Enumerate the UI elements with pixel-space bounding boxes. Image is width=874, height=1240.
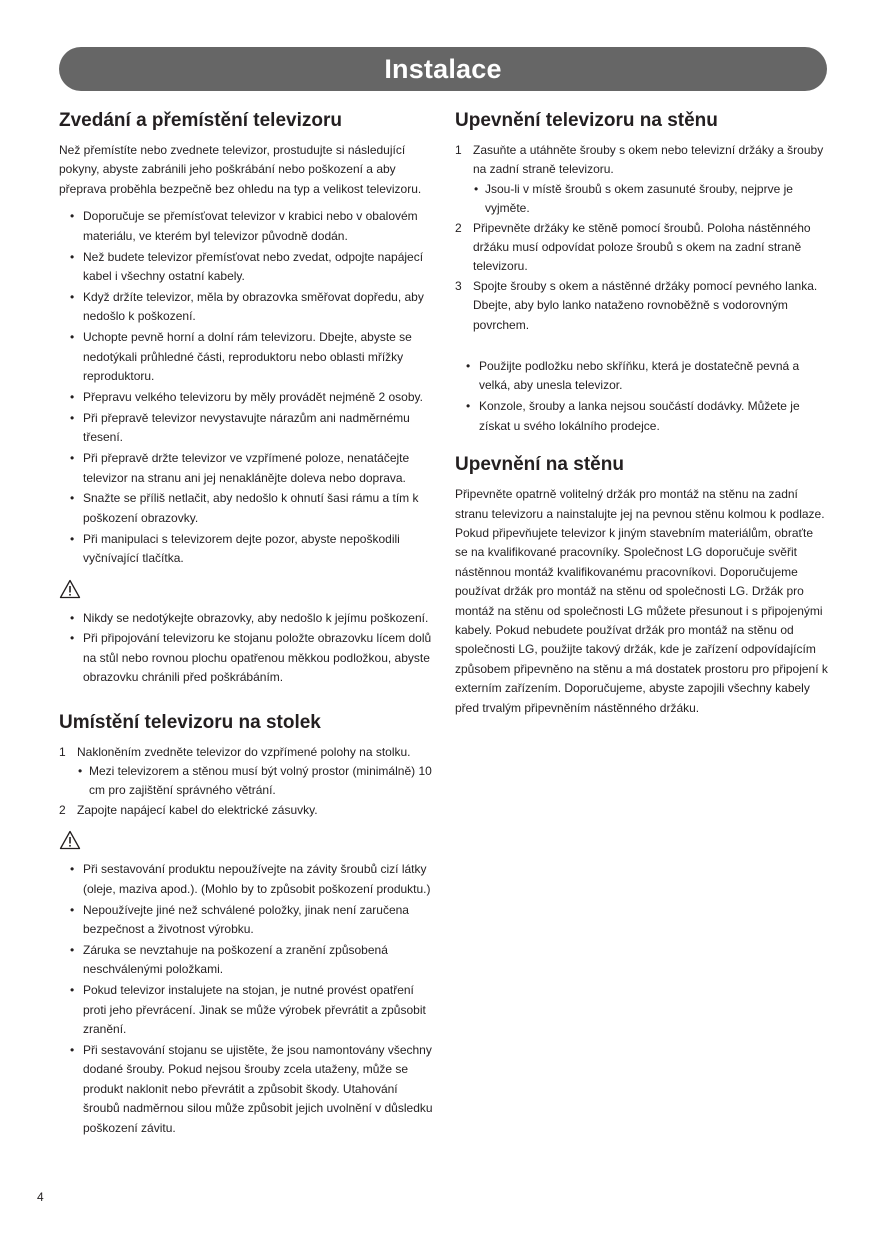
lifting-list bbox=[59, 207, 434, 568]
step-text: Zasuňte a utáhněte šrouby s okem nebo televizní držáky a šrouby na zadní straně televizoru. bbox=[473, 143, 824, 177]
stand-caution-list bbox=[59, 860, 434, 1138]
list-item: • Při sestavování stojanu se ujistěte, že jsou namontovány všechny dodané šrouby. Pokud nejsou šrouby zcela utaženy, může se produkt naklonit nebo převrátit a způsobit škody. Utahování šroubů nadměrnou silou může způsobit jejich uvolnění v důsledku poškození závitu. bbox=[59, 1041, 434, 1138]
list-item: • Při přepravě držte televizor ve vzpřímené poloze, nenatáčejte televizor na stranu ani jej nenaklánějte doleva nebo doprava. bbox=[59, 449, 434, 488]
list-item: • Snažte se příliš netlačit, aby nedošlo k ohnutí šasi rámu a tím k poškození obrazovky. bbox=[59, 489, 434, 528]
lifting-heading: Zvedání a přemístění televizoru bbox=[59, 110, 342, 131]
lifting-section bbox=[59, 108, 434, 688]
step-item bbox=[455, 141, 828, 219]
wall-fix-heading: Upevnění televizoru na stěnu bbox=[455, 110, 718, 131]
step-item bbox=[59, 743, 434, 801]
list-item: • Než budete televizor přemísťovat nebo zvedat, odpojte napájecí kabel i všechny ostatní kabely. bbox=[59, 248, 434, 287]
list-item: • Použijte podložku nebo skříňku, která je dostatečně pevná a velká, aby unesla televizor. bbox=[455, 357, 828, 396]
step-number: 2 bbox=[455, 220, 462, 235]
lifting-intro: Než přemístíte nebo zvednete televizor, prostudujte si následující pokyny, abyste zabránili jeho poškrábání nebo poškození a aby přeprava proběhla bezpečně bez ohledu na typ a velikost televizoru. bbox=[59, 143, 422, 196]
wall-fix-notes bbox=[455, 357, 828, 436]
right-column bbox=[455, 108, 828, 718]
list-item: • Když držíte televizor, měla by obrazovka směřovat dopředu, aby nedošlo k poškození. bbox=[59, 288, 434, 327]
sub-item: • Jsou-li v místě šroubů s okem zasunuté šrouby, nejprve je vyjměte. bbox=[473, 180, 828, 219]
lifting-caution-list bbox=[59, 609, 434, 688]
list-item: • Pokud televizor instalujete na stojan, je nutné provést opatření proti jeho převrácení. Jinak se může výrobek převrátit a způsobit zranění. bbox=[59, 981, 434, 1039]
caution-icon bbox=[59, 830, 434, 852]
caution-icon bbox=[59, 579, 434, 601]
wall-fix-section bbox=[455, 108, 828, 436]
step-number: 2 bbox=[59, 802, 66, 817]
list-item: • Záruka se nevztahuje na poškození a zranění způsobená neschválenými položkami. bbox=[59, 941, 434, 980]
page-title: Instalace bbox=[384, 53, 502, 84]
wall-mount-section bbox=[455, 452, 828, 718]
list-item: • Při sestavování produktu nepoužívejte na závity šroubů cizí látky (oleje, maziva apod.). (Mohlo by to způsobit poškození produktu.) bbox=[59, 860, 434, 899]
wall-mount-heading: Upevnění na stěnu bbox=[455, 454, 624, 476]
step-text: Zapojte napájecí kabel do elektrické zásuvky. bbox=[77, 802, 318, 817]
list-item: • Přepravu velkého televizoru by měly provádět nejméně 2 osoby. bbox=[59, 388, 434, 407]
list-item: • Při připojování televizoru ke stojanu položte obrazovku lícem dolů na stůl nebo rovnou plochu opatřenou měkkou podložkou, abyste obrazovku chránili před poškrábáním. bbox=[59, 629, 434, 687]
step-text: Připevněte držáky ke stěně pomocí šroubů. Poloha nástěnného držáku musí odpovídat poloze šroubů s okem na zadní straně televizoru. bbox=[473, 220, 811, 274]
stand-section bbox=[59, 710, 434, 1138]
list-item: • Doporučuje se přemísťovat televizor v krabici nebo v obalovém materiálu, ve kterém byl televizor původně dodán. bbox=[59, 207, 434, 246]
step-text: Spojte šrouby s okem a nástěnné držáky pomocí pevného lanka. Dbejte, aby bylo lanko nataženo rovnoběžně s vodorovným povrchem. bbox=[473, 278, 818, 332]
step-text: Nakloněním zvedněte televizor do vzpřímené polohy na stolku. bbox=[77, 744, 411, 759]
list-item: • Uchopte pevně horní a dolní rám televizoru. Dbejte, abyste se nedotýkali průhledné části, reproduktoru nebo oblasti mřížky reproduktoru. bbox=[59, 328, 434, 386]
step-number: 1 bbox=[455, 143, 462, 157]
left-column bbox=[59, 108, 434, 1139]
stand-heading: Umístění televizoru na stolek bbox=[59, 711, 321, 733]
wall-mount-body: Připevněte opatrně volitelný držák pro montáž na stěnu na zadní stranu televizoru a nainstalujte jej na pevnou stěnu kolmou k podlaze. Pokud připevňujete televizor k jiným stavebním materiálům, obraťte se na kvalifikované pracovníky. Společnost LG doporučuje svěřit nástěnnou montáž kvalifikovanému pracovníkovi. Doporučujeme používat držák pro montáž na stěnu od společnosti LG. Držák pro montáž na stěnu od společnosti LG můžete přesunout i s připojenými kabely. Pokud nebudete používat držák pro montáž na stěnu od společnosti LG, použijte takový držák, kde je zařízení odpovídajícím způsobem připevněno na stěnu a má dostatek prostoru pro připojení k externím zařízením. Doporučujeme, abyste zapojili všechny kabely před trvalým připevněním nástěnného držáku. bbox=[455, 487, 828, 715]
step-number: 1 bbox=[59, 744, 66, 759]
list-item: • Nikdy se nedotýkejte obrazovky, aby nedošlo k jejímu poškození. bbox=[59, 609, 434, 628]
wall-fix-steps bbox=[455, 141, 828, 335]
list-item: • Konzole, šrouby a lanka nejsou součástí dodávky. Můžete je získat u svého lokálního prodejce. bbox=[455, 397, 828, 436]
list-item: • Při manipulaci s televizorem dejte pozor, abyste nepoškodili vyčnívající tlačítka. bbox=[59, 530, 434, 569]
step-sublist bbox=[77, 762, 434, 801]
list-item: • Nepoužívejte jiné než schválené položky, jinak není zaručena bezpečnost a životnost výrobku. bbox=[59, 901, 434, 940]
step-item bbox=[59, 801, 434, 820]
step-sublist bbox=[473, 180, 828, 219]
step-number: 3 bbox=[455, 278, 462, 293]
page-number: 4 bbox=[37, 1190, 44, 1204]
list-item: • Při přepravě televizor nevystavujte nárazům ani nadměrnému třesení. bbox=[59, 409, 434, 448]
sub-item: • Mezi televizorem a stěnou musí být volný prostor (minimálně) 10 cm pro zajištění správného větrání. bbox=[77, 762, 434, 801]
step-item bbox=[455, 277, 828, 335]
stand-steps bbox=[59, 743, 434, 821]
section-header-bar bbox=[59, 47, 827, 91]
step-item bbox=[455, 219, 828, 277]
